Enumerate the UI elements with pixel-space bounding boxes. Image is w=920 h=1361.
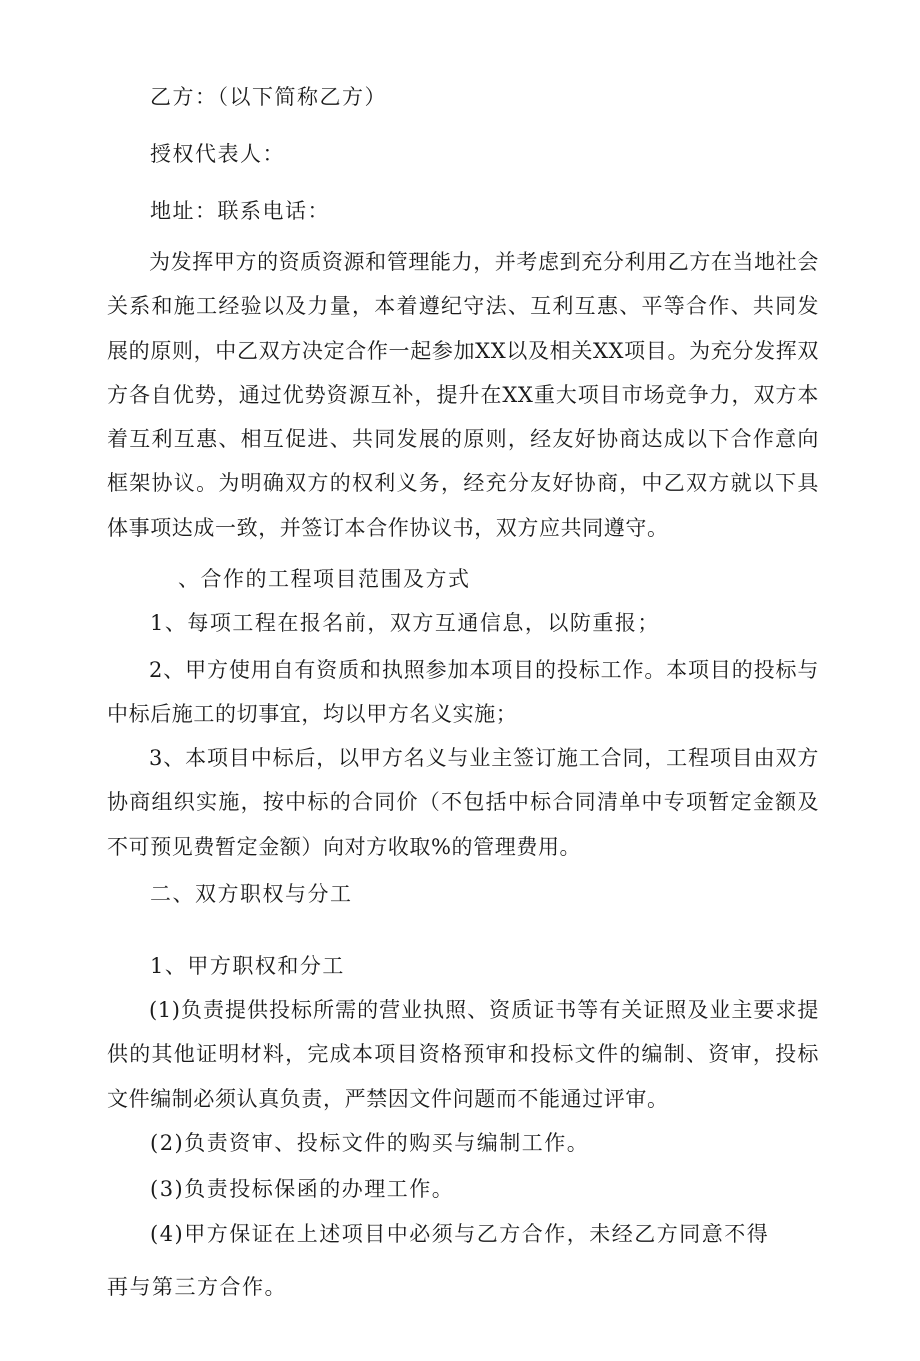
section-2-item-4: (4)甲方保证在上述项目中必须与乙方合作，未经乙方同意不得: [150, 1222, 770, 1246]
section-2-item-2: (2)负责资审、投标文件的购买与编制工作。: [150, 1131, 590, 1155]
section-1-item-3: 3、本项目中标后，以甲方名义与业主签订施工合同，工程项目由双方协商组织实施，按中标的合同价（不包括中标合同清单中专项暂定金额及不可预见费暂定金额）向对方收取%的管理费用。: [107, 746, 819, 859]
party-b-line: 乙方：（以下简称乙方）: [150, 85, 387, 109]
section-2-item-4-continued: 再与第三方合作。: [107, 1275, 287, 1299]
section-2-title: 二、双方职权与分工: [150, 882, 353, 906]
section-1-item-2: 2、甲方使用自有资质和执照参加本项目的投标工作。本项目的投标与中标后施工的切事宜，均以甲方名义实施；: [107, 658, 819, 727]
section-1-title: 、合作的工程项目范围及方式: [178, 567, 471, 591]
section-2-item-3: (3)负责投标保函的办理工作。: [150, 1177, 455, 1201]
section-2-item-1: (1)负责提供投标所需的营业执照、资质证书等有关证照及业主要求提供的其他证明材料，完成本项目资格预审和投标文件的编制、资审，投标文件编制必须认真负责，严禁因文件问题而不能通过评审。: [107, 998, 819, 1111]
intro-paragraph: 为发挥甲方的资质资源和管理能力，并考虑到充分利用乙方在当地社会关系和施工经验以及力量，本着遵纪守法、互利互惠、平等合作、共同发展的原则，中乙双方决定合作一起参加XX以及相关XX项目。为充分发挥双方各自优势，通过优势资源互补，提升在XX重大项目市场竞争力，双方本着互利互惠、相互促进、共同发展的原则，经友好协商达成以下合作意向框架协议。为明确双方的权利义务，经充分友好协商，中乙双方就以下具体事项达成一致，并签订本合作协议书，双方应共同遵守。: [107, 250, 819, 540]
section-1-item-1: 1、每项工程在报名前，双方互通信息，以防重报；: [150, 611, 660, 635]
address-phone-line: 地址：联系电话：: [150, 199, 330, 223]
representative-line: 授权代表人：: [150, 142, 285, 166]
section-2-subtitle-1: 1、甲方职权和分工: [150, 954, 345, 978]
